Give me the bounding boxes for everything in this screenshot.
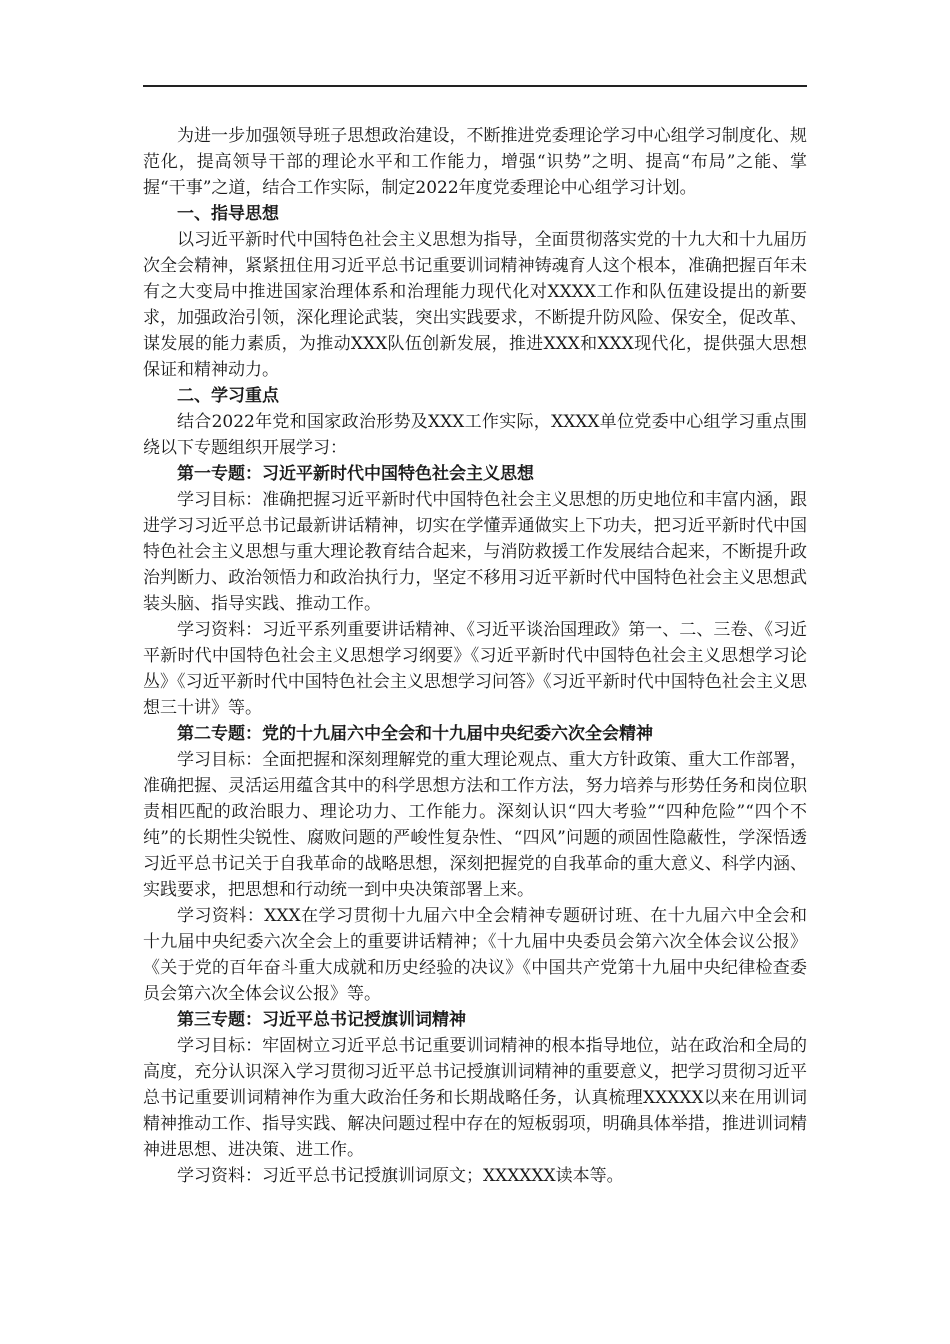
document-body: [143, 123, 807, 1189]
topic-3-goal: 学习目标：牢固树立习近平总书记重要训词精神的根本指导地位，站在政治和全局的高度，充分认识深入学习贯彻习近平总书记授旗训词精神的重要意义，把学习贯彻习近平总书记重要训词精神作为重大政治任务和长期战略任务，认真梳理XXXXX以来在用训词精神推动工作、指导实践、解决问题过程中存在的短板弱项，明确具体举措，推进训词精神进思想、进决策、进工作。: [143, 1036, 807, 1160]
topic-1-materials: 学习资料：习近平系列重要讲话精神、《习近平谈治国理政》第一、二、三卷、《习近平新时代中国特色社会主义思想学习纲要》《习近平新时代中国特色社会主义思想学习论丛》《习近平新时代中国特色社会主义思想学习问答》《习近平新时代中国特色社会主义思想三十讲》等。: [143, 620, 807, 718]
guiding-ideology-paragraph: 以习近平新时代中国特色社会主义思想为指导，全面贯彻落实党的十九大和十九届历次全会精神，紧紧扭住用习近平总书记重要训词精神铸魂育人这个根本，准确把握百年未有之大变局中推进国家治理体系和治理能力现代化对XXXX工作和队伍建设提出的新要求，加强政治引领，深化理论武装，突出实践要求，不断提升防风险、保安全，促改革、谋发展的能力素质，为推动XXX队伍创新发展，推进XXX和XXX现代化，提供强大思想保证和精神动力。: [143, 230, 807, 380]
section-heading-guiding-ideology: 一、指导思想: [177, 204, 279, 224]
topic-1-title: 第一专题：习近平新时代中国特色社会主义思想: [177, 464, 534, 484]
topic-2-materials: 学习资料：XXX在学习贯彻十九届六中全会精神专题研讨班、在十九届六中全会和十九届中央纪委六次全会上的重要讲话精神；《十九届中央委员会第六次全体会议公报》《关于党的百年奋斗重大成就和历史经验的决议》《中国共产党第十九届中央纪律检查委员会第六次全体会议公报》等。: [143, 906, 807, 1004]
topic-3-materials: 学习资料：习近平总书记授旗训词原文；XXXXXX读本等。: [177, 1166, 624, 1186]
header-rule: [143, 85, 807, 87]
section-heading-study-focus: 二、学习重点: [177, 386, 279, 406]
topic-1-goal: 学习目标：准确把握习近平新时代中国特色社会主义思想的历史地位和丰富内涵，跟进学习习近平总书记最新讲话精神，切实在学懂弄通做实上下功夫，把习近平新时代中国特色社会主义思想与重大理论教育结合起来，与消防救援工作发展结合起来，不断提升政治判断力、政治领悟力和政治执行力，坚定不移用习近平新时代中国特色社会主义思想武装头脑、指导实践、推动工作。: [143, 490, 807, 614]
topic-3-title: 第三专题：习近平总书记授旗训词精神: [177, 1010, 466, 1030]
study-focus-paragraph: 结合2022年党和国家政治形势及XXX工作实际，XXXX单位党委中心组学习重点围绕以下专题组织开展学习：: [143, 412, 807, 458]
intro-paragraph: 为进一步加强领导班子思想政治建设，不断推进党委理论学习中心组学习制度化、规范化，提高领导干部的理论水平和工作能力，增强“识势”之明、提高“布局”之能、掌握“干事”之道，结合工作实际，制定2022年度党委理论中心组学习计划。: [143, 126, 807, 198]
topic-2-title: 第二专题：党的十九届六中全会和十九届中央纪委六次全会精神: [177, 724, 653, 744]
topic-2-goal: 学习目标：全面把握和深刻理解党的重大理论观点、重大方针政策、重大工作部署，准确把握、灵活运用蕴含其中的科学思想方法和工作方法，努力培养与形势任务和岗位职责相匹配的政治眼力、理论功力、工作能力。深刻认识“四大考验”“四种危险”“四个不纯”的长期性尖锐性、腐败问题的严峻性复杂性、“四风”问题的顽固性隐蔽性，学深悟透习近平总书记关于自我革命的战略思想，深刻把握党的自我革命的重大意义、科学内涵、实践要求，把思想和行动统一到中央决策部署上来。: [143, 750, 807, 900]
